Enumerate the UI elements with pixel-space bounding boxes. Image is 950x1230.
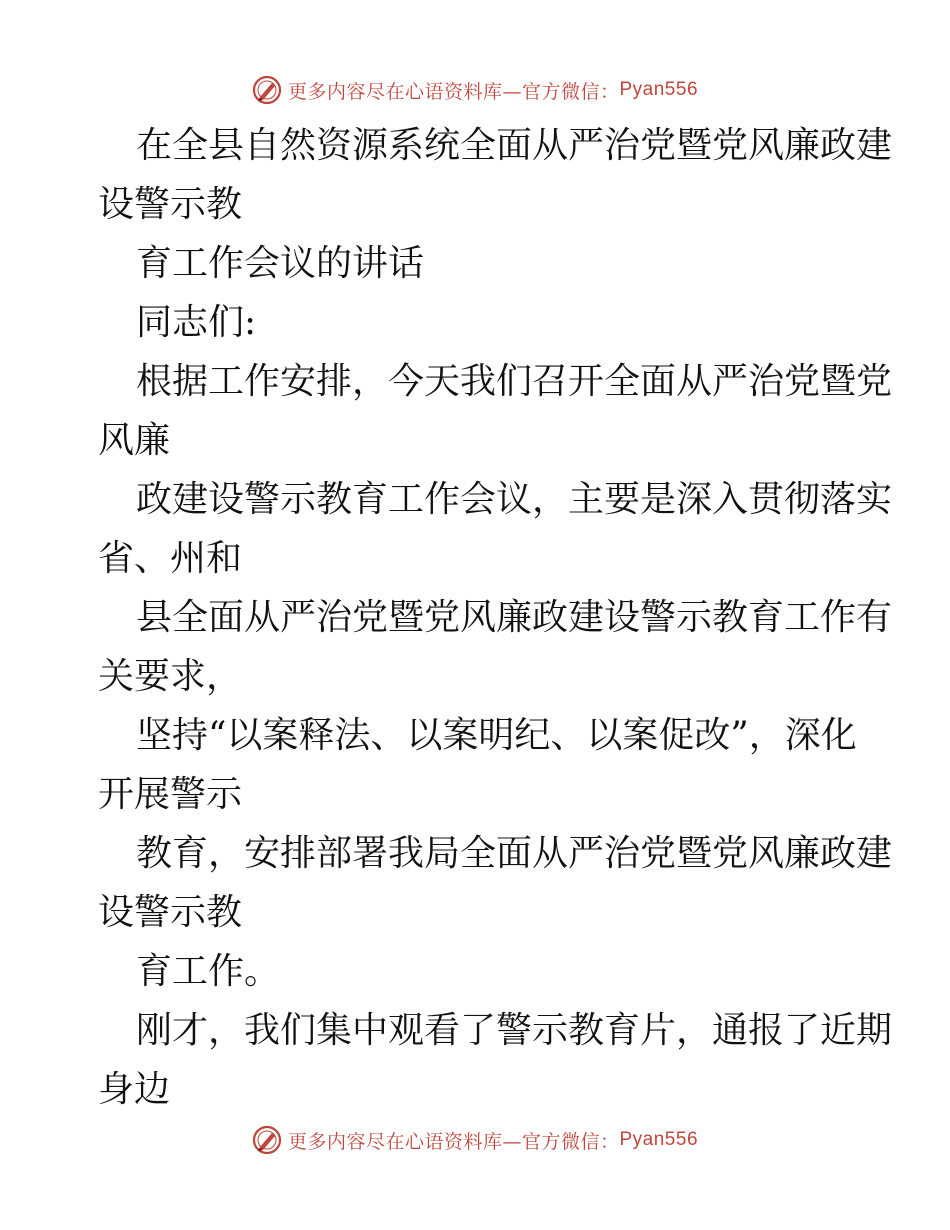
watermark-account: Pyan556 [619,1129,699,1150]
body-line: 身边 [98,1069,171,1110]
body-line: 教育，安排部署我局全面从严治党暨党风廉政建 [136,833,893,874]
body-line: 开展警示 [98,774,243,815]
body-line: 育工作。 [136,951,281,992]
pen-logo-icon [252,75,282,105]
body-line: 省、州和 [98,538,243,579]
body-line: 关要求， [98,656,243,697]
body-line: 根据工作安排，今天我们召开全面从严治党暨党 [136,361,893,402]
watermark-text: 更多内容尽在心语资料库—官方微信： [287,1130,620,1153]
body-line: 县全面从严治党暨党风廉政建设警示教育工作有 [136,597,893,638]
body-line: 在全县自然资源系统全面从严治党暨党风廉政建 [136,125,893,166]
body-line: 风廉 [98,420,171,461]
footer-watermark [0,1120,950,1160]
body-line: 刚才，我们集中观看了警示教育片，通报了近期 [136,1010,893,1051]
document-body [98,116,893,1119]
watermark-text: 更多内容尽在心语资料库—官方微信： [287,80,620,103]
watermark-account: Pyan556 [619,79,699,100]
body-line: 育工作会议的讲话 [136,243,425,284]
body-line: 政建设警示教育工作会议，主要是深入贯彻落实 [136,479,893,520]
body-line: 设警示教 [98,892,243,933]
header-watermark [0,70,950,110]
body-line: 设警示教 [98,184,243,225]
pen-logo-icon [252,1125,282,1155]
body-line: 坚持“以案释法、以案明纪、以案促改”，深化 [136,715,857,756]
body-line: 同志们: [136,302,257,343]
